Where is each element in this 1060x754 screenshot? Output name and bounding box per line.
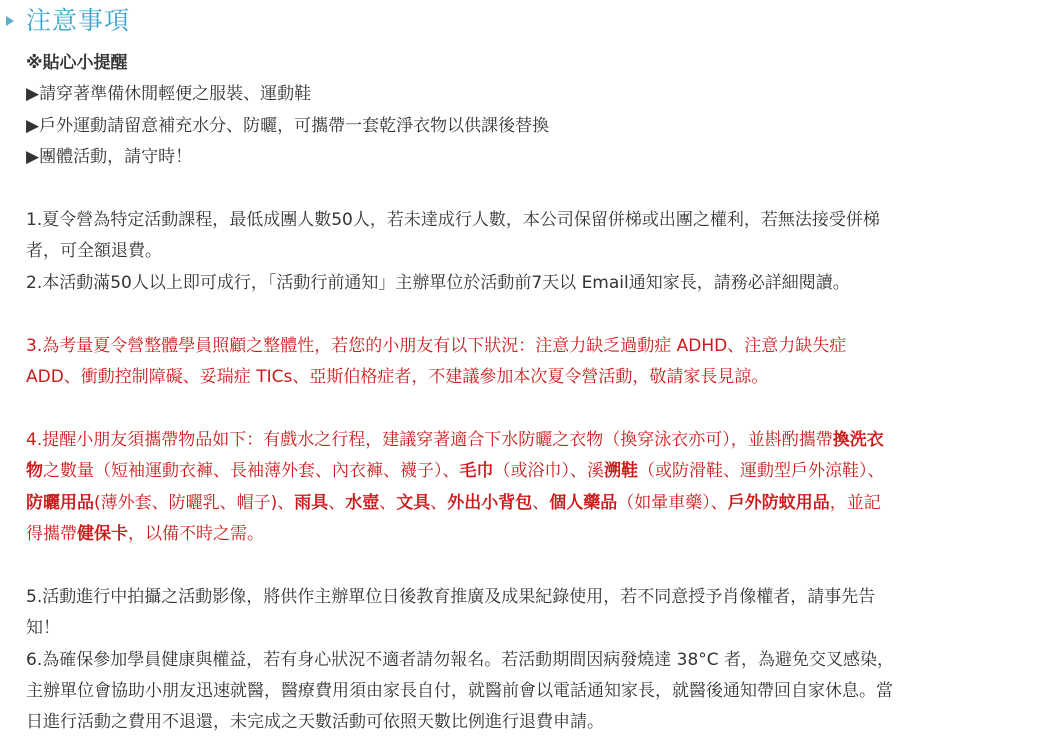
highlight-text: 水壺 <box>345 492 380 513</box>
note-text: 主辦單位會協助小朋友迅速就醫，醫療費用須由家長自付，就醫前會以電話通知家長，就醫後通知帶回自家休息。當 <box>26 681 893 702</box>
note-text: 之數量（短袖運動衣褲、長袖薄外套、內衣褲、襪子）、 <box>43 461 460 482</box>
note-text: 知！ <box>26 618 60 639</box>
note-5 <box>26 582 1036 645</box>
note-text: 2.本活動滿50人以上即可成行，「活動行前通知」主辦單位於活動前7天以 Email通知家長，請務必詳細閱讀。 <box>26 272 850 293</box>
note-text: 、 <box>430 492 448 513</box>
tips-block <box>26 48 1036 174</box>
note-line <box>26 488 1036 519</box>
note-2 <box>26 268 1036 299</box>
triangle-right-icon <box>6 16 14 26</box>
highlight-text: 個人藥品 <box>549 492 618 513</box>
spacer <box>26 550 1036 581</box>
spacer <box>26 174 1036 205</box>
note-line <box>26 519 1036 550</box>
note-text: ，並記 <box>829 492 881 513</box>
tip-item: ▶團體活動，請守時！ <box>26 147 193 168</box>
note-text: 1.夏令營為特定活動課程，最低成團人數50人，若未達成行人數，本公司保留併梯或出團之權利，若無法接受併梯 <box>26 210 880 231</box>
tip-item: ▶戶外運動請留意補充水分、防曬，可攜帶一套乾淨衣物以供課後替換 <box>26 115 550 136</box>
note-text: 、 <box>532 492 550 513</box>
note-text: 、 <box>379 492 397 513</box>
spacer <box>26 393 1036 424</box>
highlight-text: 物 <box>26 461 43 482</box>
tips-title: ※貼心小提醒 <box>26 53 128 73</box>
note-text: 6.為確保參加學員健康與權益，若有身心狀況不適者請勿報名。若活動期間因病發燒達 38°C 者，為避免交叉感染， <box>26 649 895 670</box>
section-header <box>6 4 130 38</box>
note-1 <box>26 205 1036 268</box>
note-text: 、 <box>328 492 346 513</box>
note-text: (薄外套、防曬乳、帽子)、 <box>94 492 295 513</box>
note-6 <box>26 645 1036 739</box>
highlight-text: 換洗衣 <box>832 429 884 450</box>
note-text: ，以備不時之需。 <box>128 524 264 545</box>
note-text: 5.活動進行中拍攝之活動影像，將供作主辦單位日後教育推廣及成果紀錄使用，若不同意授予肖像權者，請事先告 <box>26 586 876 607</box>
spacer <box>26 299 1036 330</box>
highlight-text: 防曬用品 <box>26 492 94 513</box>
note-text: （或防滑鞋、運動型戶外涼鞋）、 <box>638 461 885 482</box>
note-text: （或浴巾）、溪 <box>493 461 604 482</box>
note-text: ADD、衝動控制障礙、妥瑞症 TICs、亞斯伯格症者，不建議參加本次夏令營活動，敬請家長見諒。 <box>26 367 769 388</box>
tip-item: ▶請穿著準備休閒輕便之服裝、運動鞋 <box>26 84 312 105</box>
highlight-text: 外出小背包 <box>447 492 533 513</box>
note-text: 3.為考量夏令營整體學員照顧之整體性，若您的小朋友有以下狀況：注意力缺乏過動症 ADHD、注意力缺失症 <box>26 335 847 356</box>
note-line <box>26 456 1036 487</box>
note-text: （如暈車藥）、 <box>617 492 728 513</box>
note-4 <box>26 425 1036 551</box>
notice-content <box>26 48 1036 739</box>
highlight-text: 戶外防蚊用品 <box>727 492 830 513</box>
highlight-text: 雨具 <box>294 492 329 513</box>
highlight-text: 溯鞋 <box>604 461 638 482</box>
highlight-text: 健保卡 <box>77 524 128 545</box>
note-text: 得攜帶 <box>26 524 77 545</box>
note-text: 日進行活動之費用不退還，未完成之天數活動可依照天數比例進行退費申請。 <box>26 712 604 733</box>
highlight-text: 毛巾 <box>459 461 494 482</box>
note-line <box>26 425 1036 456</box>
note-3 <box>26 331 1036 394</box>
note-text: 4.提醒小朋友須攜帶物品如下：有戲水之行程，建議穿著適合下水防曬之衣物（換穿泳衣亦可），並斟酌攜帶 <box>26 429 833 450</box>
highlight-text: 文具 <box>396 492 431 513</box>
section-title: 注意事項 <box>26 6 131 35</box>
note-text: 者，可全額退費。 <box>26 241 162 262</box>
